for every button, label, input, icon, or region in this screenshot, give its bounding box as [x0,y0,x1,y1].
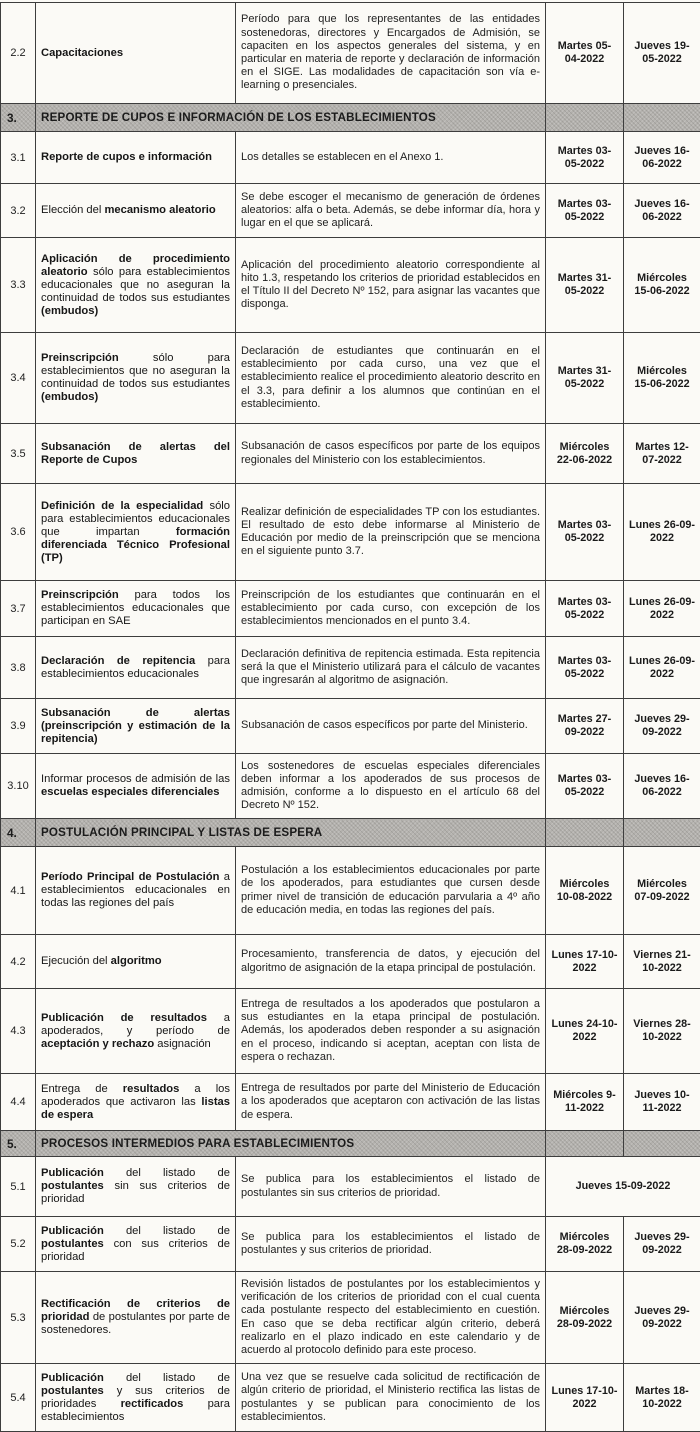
activity-title: Elección del mecanismo aleatorio [36,184,236,238]
table-row [1,184,700,238]
single-date-cell: Jueves 15-09-2022 [546,1157,700,1217]
table-row [1,847,700,935]
activity-description: Subsanación de casos específicos por parte de los equipos regionales del Ministerio con los establecimientos. [236,424,546,484]
start-date-cell: Miércoles 9-11-2022 [546,1074,624,1131]
activity-description: Declaración definitiva de repitencia estimada. Esta repitencia será la que el Ministerio utilizará para el cálculo de vacantes que ingresarán al algoritmo de asignación. [236,637,546,699]
end-date-cell: Lunes 26-09-2022 [624,484,700,581]
start-date-cell: Martes 03-05-2022 [546,484,624,581]
start-date-cell: Martes 31-05-2022 [546,333,624,424]
row-number: 3.7 [1,581,36,637]
table-row [1,238,700,333]
activity-title: Entrega de resultados a los apoderados que activaron las listas de espera [36,1074,236,1131]
table-row [1,754,700,819]
activity-title: Preinscripción para todos los establecimientos educacionales que participan en SAE [36,581,236,637]
section-header-row [1,819,700,847]
end-date-cell: Jueves 19-05-2022 [624,3,700,104]
row-number: 3.2 [1,184,36,238]
row-number: 4.4 [1,1074,36,1131]
activity-title: Publicación del listado de postulantes sin sus criterios de prioridad [36,1157,236,1217]
table-row [1,1272,700,1364]
row-number: 5.1 [1,1157,36,1217]
row-number: 3.3 [1,238,36,333]
start-date-cell: Miércoles 10-08-2022 [546,847,624,935]
row-number: 3.5 [1,424,36,484]
activity-description: Declaración de estudiantes que continuarán en el establecimiento por cada curso, una vez que el establecimiento realice el procedimiento aleatorio descrito en el 3.3, para definir a los alumnos que continúan en el establecimiento. [236,333,546,424]
section-number: 4. [1,819,36,847]
end-date-cell: Jueves 29-09-2022 [624,1272,700,1364]
section-empty-end-date-cell [624,819,700,847]
activity-description: Preinscripción de los estudiantes que continuarán en el establecimiento por cada curso, con excepción de los establecimientos mencionados en el punto 3.4. [236,581,546,637]
end-date-cell: Viernes 21-10-2022 [624,935,700,989]
end-date-cell: Miércoles 15-06-2022 [624,333,700,424]
admission-calendar-table [0,2,700,1432]
activity-title: Subsanación de alertas (preinscripción y estimación de la repitencia) [36,699,236,754]
start-date-cell: Lunes 17-10-2022 [546,1364,624,1432]
start-date-cell: Martes 31-05-2022 [546,238,624,333]
start-date-cell: Martes 27-09-2022 [546,699,624,754]
table-row [1,3,700,104]
activity-title: Publicación de resultados a apoderados, y período de aceptación y rechazo asignación [36,989,236,1074]
activity-description: Una vez que se resuelve cada solicitud de rectificación de algún criterio de prioridad, el Ministerio rectifica las listas de postulantes y se publican para conocimiento de los establecimientos. [236,1364,546,1432]
activity-title: Reporte de cupos e información [36,132,236,184]
end-date-cell: Viernes 28-10-2022 [624,989,700,1074]
table-row [1,1074,700,1131]
section-empty-start-date-cell [546,819,624,847]
start-date-cell: Miércoles 28-09-2022 [546,1272,624,1364]
section-empty-start-date-cell [546,104,624,132]
end-date-cell: Jueves 29-09-2022 [624,1217,700,1272]
activity-title: Preinscripción sólo para establecimientos que no aseguran la continuidad de todos sus estudiantes (embudos) [36,333,236,424]
activity-description: Entrega de resultados por parte del Ministerio de Educación a los apoderados que aceptaron con activación de las listas de espera. [236,1074,546,1131]
activity-description: Se publica para los establecimientos el listado de postulantes y sus criterios de prioridad. [236,1217,546,1272]
activity-description: Realizar definición de especialidades TP con los estudiantes. El resultado de esto debe informarse al Ministerio de Educación por medio de la preinscripción que se menciona en el siguiente punto 3.7. [236,484,546,581]
row-number: 5.2 [1,1217,36,1272]
section-empty-end-date-cell [624,104,700,132]
start-date-cell: Lunes 24-10-2022 [546,989,624,1074]
row-number: 3.10 [1,754,36,819]
activity-description: Revisión listados de postulantes por los establecimientos y verificación de los criterios de prioridad con el cual cuenta cada postulante respecto del establecimiento en cuestión. En caso que se deba rectificar algún criterio, deberá realizarlo en el plazo indicado en este calendario y de acuerdo al protocolo definido para este proceso. [236,1272,546,1364]
row-number: 3.8 [1,637,36,699]
row-number: 3.4 [1,333,36,424]
activity-description: Se publica para los establecimientos el listado de postulantes sin sus criterios de prioridad. [236,1157,546,1217]
table-row [1,1157,700,1217]
section-empty-start-date-cell [546,1131,624,1157]
table-row [1,1217,700,1272]
row-number: 5.3 [1,1272,36,1364]
row-number: 3.9 [1,699,36,754]
activity-title: Capacitaciones [36,3,236,104]
table-row [1,699,700,754]
section-number: 3. [1,104,36,132]
activity-title: Informar procesos de admisión de las escuelas especiales diferenciales [36,754,236,819]
activity-description: Se debe escoger el mecanismo de generación de órdenes aleatorios: alfa o beta. Además, se debe informar día, hora y lugar en el que se aplicará. [236,184,546,238]
end-date-cell: Jueves 16-06-2022 [624,754,700,819]
section-header-row [1,104,700,132]
start-date-cell: Martes 05-04-2022 [546,3,624,104]
activity-description: Aplicación del procedimiento aleatorio correspondiente al hito 1.3, respetando los criterios de prioridad establecidos en el Título II del Decreto Nº 152, para asignar las vacantes que disponga. [236,238,546,333]
end-date-cell: Lunes 26-09-2022 [624,637,700,699]
section-title: PROCESOS INTERMEDIOS PARA ESTABLECIMIENTOS [36,1131,546,1157]
table-row [1,333,700,424]
activity-title: Declaración de repitencia para establecimientos educacionales [36,637,236,699]
activity-description: Período para que los representantes de las entidades sostenedoras, directores y Encargados de Admisión, se capaciten en los aspectos generales del sistema, y en particular en materia de reporte y declaración de información en el SIGE. Las modalidades de capacitación son vía e-learning o presenciales. [236,3,546,104]
row-number: 4.1 [1,847,36,935]
table-row [1,935,700,989]
end-date-cell: Jueves 29-09-2022 [624,699,700,754]
end-date-cell: Martes 12-07-2022 [624,424,700,484]
end-date-cell: Martes 18-10-2022 [624,1364,700,1432]
start-date-cell: Martes 03-05-2022 [546,581,624,637]
section-empty-end-date-cell [624,1131,700,1157]
start-date-cell: Martes 03-05-2022 [546,132,624,184]
table-row [1,989,700,1074]
activity-title: Aplicación de procedimiento aleatorio sólo para establecimientos educacionales que no aseguran la continuidad de todos sus estudiantes (embudos) [36,238,236,333]
start-date-cell: Martes 03-05-2022 [546,754,624,819]
section-header-row [1,1131,700,1157]
activity-title: Definición de la especialidad sólo para establecimientos educacionales que impartan formación diferenciada Técnico Profesional (TP) [36,484,236,581]
table-row [1,581,700,637]
table-row [1,484,700,581]
row-number: 3.6 [1,484,36,581]
activity-title: Subsanación de alertas del Reporte de Cupos [36,424,236,484]
row-number: 5.4 [1,1364,36,1432]
row-number: 2.2 [1,3,36,104]
row-number: 4.2 [1,935,36,989]
table-row [1,424,700,484]
section-title: REPORTE DE CUPOS E INFORMACIÓN DE LOS ESTABLECIMIENTOS [36,104,546,132]
activity-description: Los sostenedores de escuelas especiales diferenciales deben informar a los apoderados de sus procesos de admisión, conforme a lo dispuesto en el artículo 68 del Decreto Nº 152. [236,754,546,819]
start-date-cell: Miércoles 22-06-2022 [546,424,624,484]
activity-description: Los detalles se establecen en el Anexo 1. [236,132,546,184]
row-number: 3.1 [1,132,36,184]
start-date-cell: Martes 03-05-2022 [546,184,624,238]
table-row [1,637,700,699]
section-title: POSTULACIÓN PRINCIPAL Y LISTAS DE ESPERA [36,819,546,847]
start-date-cell: Lunes 17-10-2022 [546,935,624,989]
activity-description: Entrega de resultados a los apoderados que postularon a sus estudiantes en la etapa principal de postulación. Además, los apoderados deben responder a su asignación en el proceso, indicando si aceptan, aceptan con lista de espera o rechazan. [236,989,546,1074]
end-date-cell: Jueves 16-06-2022 [624,132,700,184]
activity-title: Rectificación de criterios de prioridad de postulantes por parte de sostenedores. [36,1272,236,1364]
activity-description: Postulación a los establecimientos educacionales por parte de los apoderados, para estudiantes que cursen desde primer nivel de transición de educación parvularia a 4º año de educación media, en todas las regiones del país. [236,847,546,935]
row-number: 4.3 [1,989,36,1074]
activity-title: Publicación del listado de postulantes con sus criterios de prioridad [36,1217,236,1272]
table-row [1,1364,700,1432]
end-date-cell: Lunes 26-09-2022 [624,581,700,637]
end-date-cell: Miércoles 07-09-2022 [624,847,700,935]
activity-title: Publicación del listado de postulantes y sus criterios de prioridades rectificados para establecimientos [36,1364,236,1432]
start-date-cell: Martes 03-05-2022 [546,637,624,699]
end-date-cell: Jueves 10-11-2022 [624,1074,700,1131]
activity-description: Procesamiento, transferencia de datos, y ejecución del algoritmo de asignación de la etapa principal de postulación. [236,935,546,989]
start-date-cell: Miércoles 28-09-2022 [546,1217,624,1272]
activity-title: Ejecución del algoritmo [36,935,236,989]
table-row [1,132,700,184]
section-number: 5. [1,1131,36,1157]
activity-description: Subsanación de casos específicos por parte del Ministerio. [236,699,546,754]
end-date-cell: Jueves 16-06-2022 [624,184,700,238]
end-date-cell: Miércoles 15-06-2022 [624,238,700,333]
activity-title: Período Principal de Postulación a establecimientos educacionales en todas las regiones del país [36,847,236,935]
